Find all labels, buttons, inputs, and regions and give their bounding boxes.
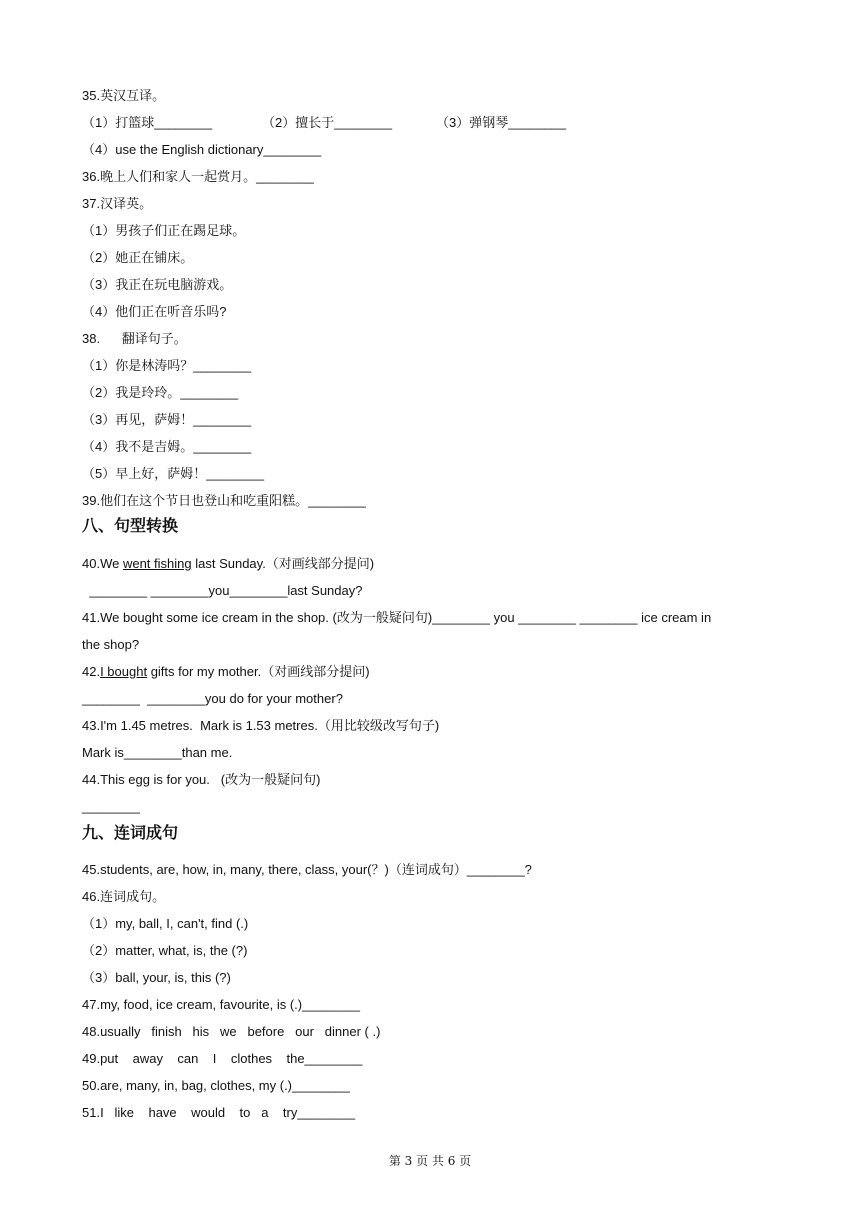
question-42-prefix: 42. xyxy=(82,664,101,679)
question-38: 38. 翻译句子。 xyxy=(82,331,187,346)
question-35-item-2: （2）擅长于________ xyxy=(262,115,393,130)
question-42-answer: ________ ________you do for your mother? xyxy=(82,691,343,706)
question-40-suffix: last Sunday.（对画线部分提问) xyxy=(191,556,375,571)
question-41-cont: the shop? xyxy=(82,637,140,652)
question-37-item-4: （4）他们正在听音乐吗? xyxy=(82,304,227,319)
question-35-item-3: （3）弹钢琴________ xyxy=(436,115,567,130)
question-37-item-2: （2）她正在铺床。 xyxy=(82,250,194,265)
question-40-answer: ________ ________you________last Sunday? xyxy=(82,583,363,598)
question-50: 50.are, many, in, bag, clothes, my (.)________ xyxy=(82,1078,350,1093)
question-40-prefix: 40.We xyxy=(82,556,123,571)
question-49: 49.put away can I clothes the________ xyxy=(82,1051,363,1066)
question-37-item-3: （3）我正在玩电脑游戏。 xyxy=(82,277,233,292)
question-46-item-1: （1）my, ball, I, can't, find (.) xyxy=(82,916,249,931)
question-44: 44.This egg is for you. (改为一般疑问句) xyxy=(82,772,321,787)
question-39: 39.他们在这个节日也登山和吃重阳糕。________ xyxy=(82,493,366,508)
question-38-item-1: （1）你是林涛吗？________ xyxy=(82,358,252,373)
question-38-item-2: （2）我是玲玲。________ xyxy=(82,385,239,400)
question-40 xyxy=(82,555,374,573)
question-35-item-1: （1）打篮球________ xyxy=(82,115,213,130)
question-36: 36.晚上人们和家人一起赏月。________ xyxy=(82,169,314,184)
question-42-underlined: I bought xyxy=(100,664,148,679)
question-41: 41.We bought some ice cream in the shop. (改为一般疑问句)________ you ________ ________ ice cream in xyxy=(82,610,712,625)
question-46-item-3: （3）ball, your, is, this (?) xyxy=(82,970,231,985)
question-48: 48.usually finish his we before our dinner ( .) xyxy=(82,1024,381,1039)
page-footer: 第 3 页 共 6 页 xyxy=(388,1154,472,1168)
question-37: 37.汉译英。 xyxy=(82,196,153,211)
question-44-answer: ________ xyxy=(82,799,140,814)
question-45: 45.students, are, how, in, many, there, class, your(？)（连词成句）________? xyxy=(82,862,532,877)
question-40-underlined: went fishing xyxy=(122,556,192,571)
section-heading-8: 八、句型转换 xyxy=(82,518,179,535)
question-51: 51.I like have would to a try________ xyxy=(82,1105,356,1120)
question-47: 47.my, food, ice cream, favourite, is (.)________ xyxy=(82,997,360,1012)
question-43: 43.I'm 1.45 metres. Mark is 1.53 metres.（用比较级改写句子) xyxy=(82,718,440,733)
question-38-item-5: （5）早上好，萨姆！________ xyxy=(82,466,265,481)
question-42-suffix: gifts for my mother.（对画线部分提问) xyxy=(147,664,370,679)
question-35-item-4: （4）use the English dictionary________ xyxy=(82,142,322,157)
question-38-item-3: （3）再见，萨姆！________ xyxy=(82,412,252,427)
question-43-answer: Mark is________than me. xyxy=(82,745,233,760)
question-35: 35.英汉互译。 xyxy=(82,88,166,103)
question-38-item-4: （4）我不是吉姆。________ xyxy=(82,439,252,454)
section-heading-9: 九、连词成句 xyxy=(82,825,179,842)
question-42 xyxy=(82,663,370,681)
question-37-item-1: （1）男孩子们正在踢足球。 xyxy=(82,223,246,238)
question-46-item-2: （2）matter, what, is, the (?) xyxy=(82,943,248,958)
question-46: 46.连词成句。 xyxy=(82,889,166,904)
